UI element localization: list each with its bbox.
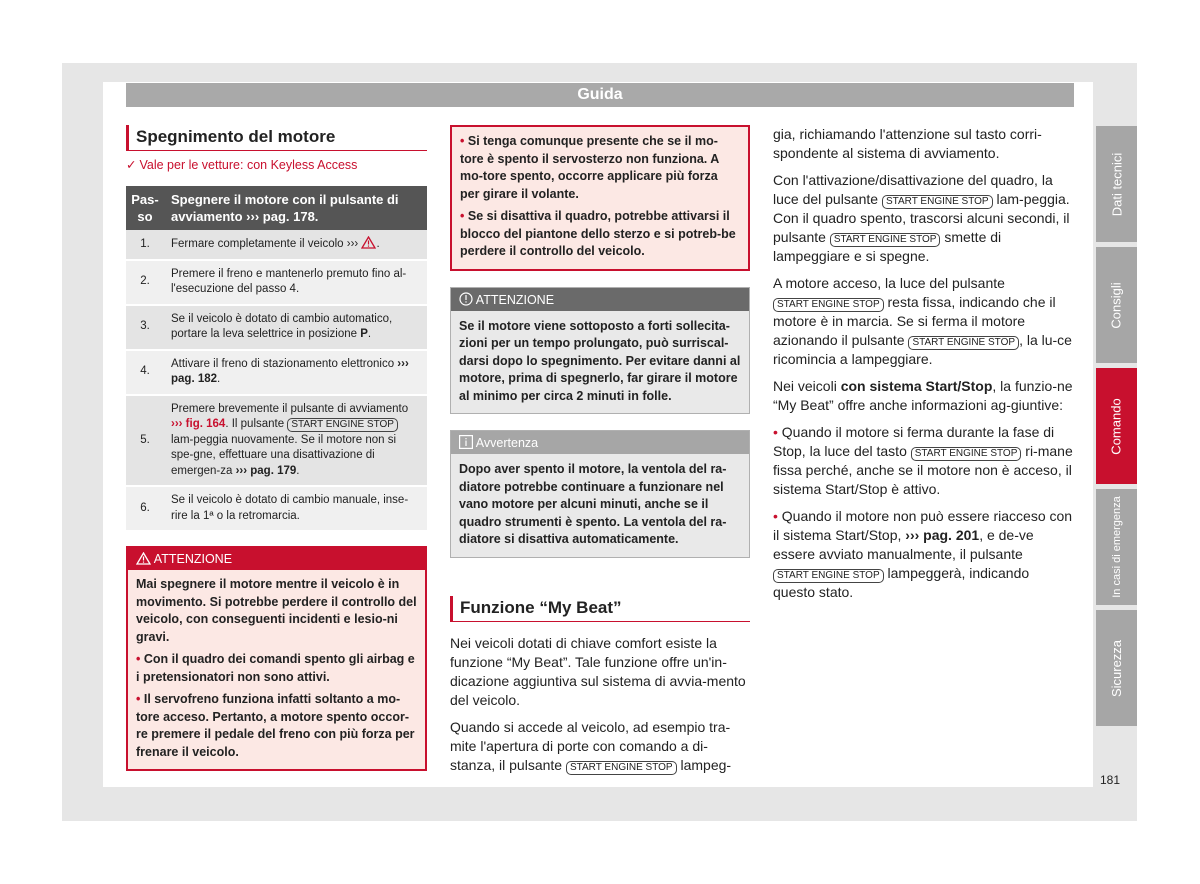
paragraph [773,377,1073,415]
attention-body: Se il motore viene sottoposto a forti sollecita-zioni per un tempo prolungato, può surriscal-darsi dopo lo spegnimento. Per evitare danni al motore, prima di spegnerlo, far girare il motore al minimo per circa 2 minuti in folle. [459,318,741,403]
attention-box [450,287,750,415]
start-engine-stop-key: START ENGINE STOP [882,195,993,209]
table-row [126,305,427,350]
chapter-tabs [1096,126,1137,731]
table-row [126,230,427,260]
paragraph: Nei veicoli dotati di chiave comfort esiste la funzione “My Beat”. Tale funzione offre un'in-dicazione aggiuntiva sul sistema di avvia-mento del veicolo. [450,634,746,708]
step-text: Fermare completamente il veicolo ››› . [164,230,427,260]
paragraph-part: , e de-ve essere avviato manualmente, il pulsante [773,527,1034,562]
column-right [773,125,1073,610]
tab-in-casi-di-emergenza[interactable] [1096,489,1137,605]
info-icon [459,435,473,449]
paragraph [773,274,1073,369]
step-number: 5. [126,395,164,487]
table-row [126,350,427,395]
step-text-5d: . [296,464,300,477]
step-text-3-bold: P [360,328,368,340]
bullet-paragraph [773,423,1073,499]
table-row [126,395,427,487]
validity-note [126,157,427,172]
start-engine-stop-key: START ENGINE STOP [911,447,1022,461]
start-engine-stop-key: START ENGINE STOP [287,418,398,432]
warning-box [126,546,427,771]
tab-comando[interactable] [1096,368,1137,484]
step-text-4b: . [217,373,221,385]
table-header-ref[interactable]: ››› pag. 178. [246,209,319,224]
step-text [164,395,427,487]
bullet-icon: • [460,134,468,148]
warning-paragraph: Mai spegnere il motore mentre il veicolo è in movimento. Si potrebbe perdere il controllo del veicolo, con conseguenti incidenti e lesio-ni gravi. [136,577,417,644]
column-middle [450,125,750,783]
step-text-4a: Attivare il freno di stazionamento elettronico [171,357,398,370]
figure-ref-link[interactable]: ››› fig. 164 [171,418,226,430]
tab-sicurezza[interactable] [1096,610,1137,726]
table-header-action [164,186,427,230]
paragraph-part: Con l'attivazione/disattivazione del quadro, la luce del pulsante [773,172,1053,207]
paragraph-part: Nei veicoli [773,378,841,394]
warning-title: ATTENZIONE [153,552,233,566]
page-ref-link[interactable]: ››› pag. 182 [171,357,409,385]
paragraph-bold: con sistema Start/Stop [840,378,993,394]
table-row [126,486,427,531]
step-text: Se il veicolo è dotato di cambio manuale, inse-rire la 1ª o la retromarcia. [164,486,427,531]
paragraph [450,718,750,775]
start-engine-stop-key: START ENGINE STOP [773,569,884,583]
warning-box-continued [450,125,750,271]
tab-consigli[interactable] [1096,247,1137,363]
page-ref-link[interactable]: ››› pag. 201 [905,527,980,543]
paragraph-part: Quando si accede al veicolo, ad esempio tra-mite l'apertura di porte con comando a di-stanza, il pulsante [450,718,731,773]
tab-label: Consigli [1109,281,1124,329]
step-number: 6. [126,486,164,531]
tab-label: Dati tecnici [1109,152,1125,216]
bullet-icon: • [460,209,468,223]
start-engine-stop-key: START ENGINE STOP [908,336,1019,350]
warning-header [128,548,425,570]
paragraph-part: ri-mane fissa perché, anche se il motore non è acceso, il sistema Start/Stop è attivo. [773,443,1073,497]
step-text-5a: Premere brevemente il pulsante di avviamento [171,402,409,415]
warning-bullet [460,133,740,203]
my-beat-text [450,634,750,775]
paragraph-part: A motore acceso, la luce del pulsante [773,275,1005,291]
paragraph-part: lampeg- [676,756,732,773]
paragraph-part: , la funzio-ne “My Beat” offre anche informazioni ag-giuntive: [773,378,1073,413]
warning-triangle-icon [361,236,376,249]
checkmark-icon: ✓ [126,158,137,172]
tab-label: In casi di emergenza [1110,496,1123,598]
step-text-3b: . [367,328,372,340]
paragraph-part: smette di lampeggiare e si spegne. [773,229,1002,264]
step-text [164,305,427,350]
start-engine-stop-key: START ENGINE STOP [566,761,677,775]
step-text-1: Fermare completamente il veicolo ››› [171,238,359,250]
bullet-icon: • [136,652,144,666]
note-body: Dopo aver spento il motore, la ventola del ra-diatore potrebbe continuare a funzionare nel vano motore per alcuni minuti, anche se il quadro strumenti è spento. La ventola del ra-diatore si disattiva automaticamente. [459,462,727,546]
start-engine-stop-key: START ENGINE STOP [773,298,884,312]
warning-bullet-text: Se si disattiva il quadro, potrebbe attivarsi il blocco del piantone dello sterzo e si potreb-be perdere il controllo del veicolo. [460,209,736,258]
tab-dati-tecnici[interactable] [1096,126,1137,242]
step-text [164,350,427,395]
page-header: Guida [126,83,1074,107]
step-number: 2. [126,260,164,305]
warning-bullet-text: Si tenga comunque presente che se il mo-tore è spento il servosterzo non funziona. A mo-tore spento, occorre applicare più forza per girare il volante. [460,134,719,201]
step-text: Premere il freno e mantenerlo premuto fino al-l'esecuzione del passo 4. [164,260,427,305]
attention-title: ATTENZIONE [475,292,555,307]
table-header-step: Pas-so [126,186,164,230]
step-number: 1. [126,230,164,260]
section-title-my-beat: Funzione “My Beat” [450,596,750,622]
warning-bullet-text: Con il quadro dei comandi spento gli airbag e i pretensionatori non sono attivi. [136,652,415,684]
note-title: Avvertenza [475,436,539,450]
attention-header [451,288,749,311]
step-number: 3. [126,305,164,350]
note-box [450,430,750,558]
page-number: 181 [1099,773,1120,787]
paragraph-part: Quando il motore si ferma durante la fase di Stop, la luce del tasto [773,424,1055,459]
warning-bullet [136,651,417,686]
bullet-paragraph [773,507,1073,602]
tab-label: Sicurezza [1109,639,1125,697]
paragraph-part: lampeggerà, indicando questo stato. [773,565,1030,600]
bullet-icon: • [773,508,782,524]
paragraph-part: Quando il motore non può essere riacceso con il sistema Start/Stop, [773,508,1073,543]
warning-bullet [136,691,417,761]
paragraph: gia, richiamando l'attenzione sul tasto corri-spondente al sistema di avviamento. [773,126,1042,161]
paragraph-part: , la lu-ce ricomincia a lampeggiare. [773,332,1072,367]
table-row [126,260,427,305]
note-header [451,431,749,454]
table-header-action-text: Spegnere il motore con il pulsante di avviamento [171,192,399,224]
warning-body [452,127,748,269]
step-text-5c: lam-peggia nuovamente. Se il motore non si spe-gne, effettuare una disattivazione di emergen-za [171,433,397,477]
paragraph-part: lam-peggia. Con il quadro spento, trascorsi alcuni secondi, il pulsante [773,191,1070,245]
warning-bullet-text: Il servofreno funziona infatti soltanto a mo-tore acceso. Pertanto, a motore spento occor-re premere il pedale del freno con più forza per frenare il veicolo. [136,692,415,759]
section-title-spegnimento: Spegnimento del motore [126,125,427,151]
paragraph [773,171,1073,266]
column-left [126,125,427,771]
info-circle-icon [459,292,473,306]
tab-label: Comando [1109,397,1124,455]
warning-body [128,570,425,769]
bullet-icon: • [136,692,144,706]
table-header-row [126,186,427,230]
start-engine-stop-key: START ENGINE STOP [830,233,941,247]
warning-bullet [460,208,740,261]
step-text-5b: . Il pulsante [225,418,288,430]
warning-triangle-icon [136,552,151,565]
step-number: 4. [126,350,164,395]
validity-text: Vale per le vetture: con Keyless Access [139,158,358,172]
steps-table [126,186,427,532]
step-text-3a: Se il veicolo è dotato di cambio automatico, portare la leva selettrice in posizione [171,312,393,340]
page-ref-link[interactable]: ››› pag. 179 [235,464,297,477]
paragraph-part: resta fissa, indicando che il motore è in marcia. Se si ferma il motore azionando il pulsante [773,294,1056,348]
bullet-icon: • [773,424,782,440]
